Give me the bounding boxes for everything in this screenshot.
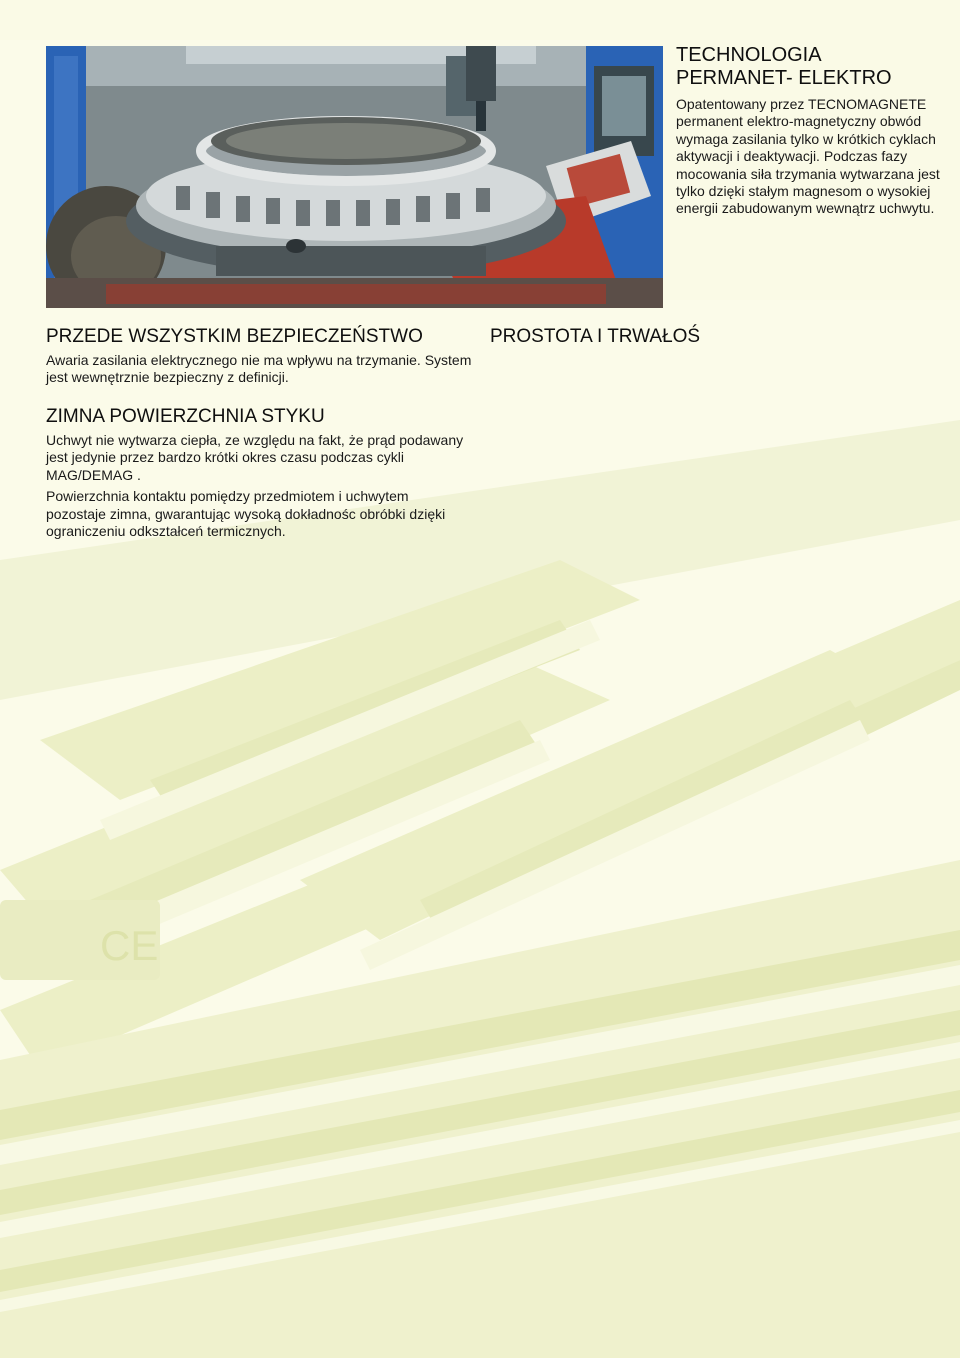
cold-surface-section <box>46 406 466 540</box>
simplicity-section <box>490 326 790 348</box>
safety-section <box>46 326 476 387</box>
simplicity-title: PROSTOTA I TRWAŁOŚ <box>490 326 701 347</box>
cold-surface-body-1: Uchwyt nie wytwarza ciepła, ze względu na fakt, że prąd podawany jest jedynie przez bardzo krótki okres czasu podczas cykli MAG/DEMAG . <box>46 432 464 483</box>
safety-title: PRZEDE WSZYSTKIM BEZPIECZEŃSTWO <box>46 326 423 347</box>
cold-surface-body-2: Powierzchnia kontaktu pomiędzy przedmiotem i uchwytem pozostaje zimna, gwarantując wysoką dokładnośc obróbki dzięki ograniczeniu odkształceń termicznych. <box>46 488 446 540</box>
technology-section <box>676 44 956 218</box>
technology-title-line-2: PERMANET- ELEKTRO <box>676 67 892 89</box>
technology-title-line-1: TECHNOLOGIA <box>676 44 822 66</box>
technology-title <box>676 44 956 90</box>
cold-surface-title: ZIMNA POWIERZCHNIA STYKU <box>46 406 325 427</box>
machine-photo <box>46 46 663 308</box>
technology-body: Opatentowany przez TECNOMAGNETE permanent elektro-magnetyczny obwód wymaga zasilania tylko w krótkich cyklach aktywacji i deaktywacji. Podczas fazy mocowania siła trzymania wytwarzana jest tylko dzięki stałym magnesom o wysokiej energii zabudowanym wewnątrz uchwytu. <box>676 96 940 217</box>
safety-body: Awaria zasilania elektrycznego nie ma wpływu na trzymanie. System jest wewnętrznie bezpieczny z definicji. <box>46 352 472 386</box>
svg-text:CE: CE <box>100 922 159 969</box>
